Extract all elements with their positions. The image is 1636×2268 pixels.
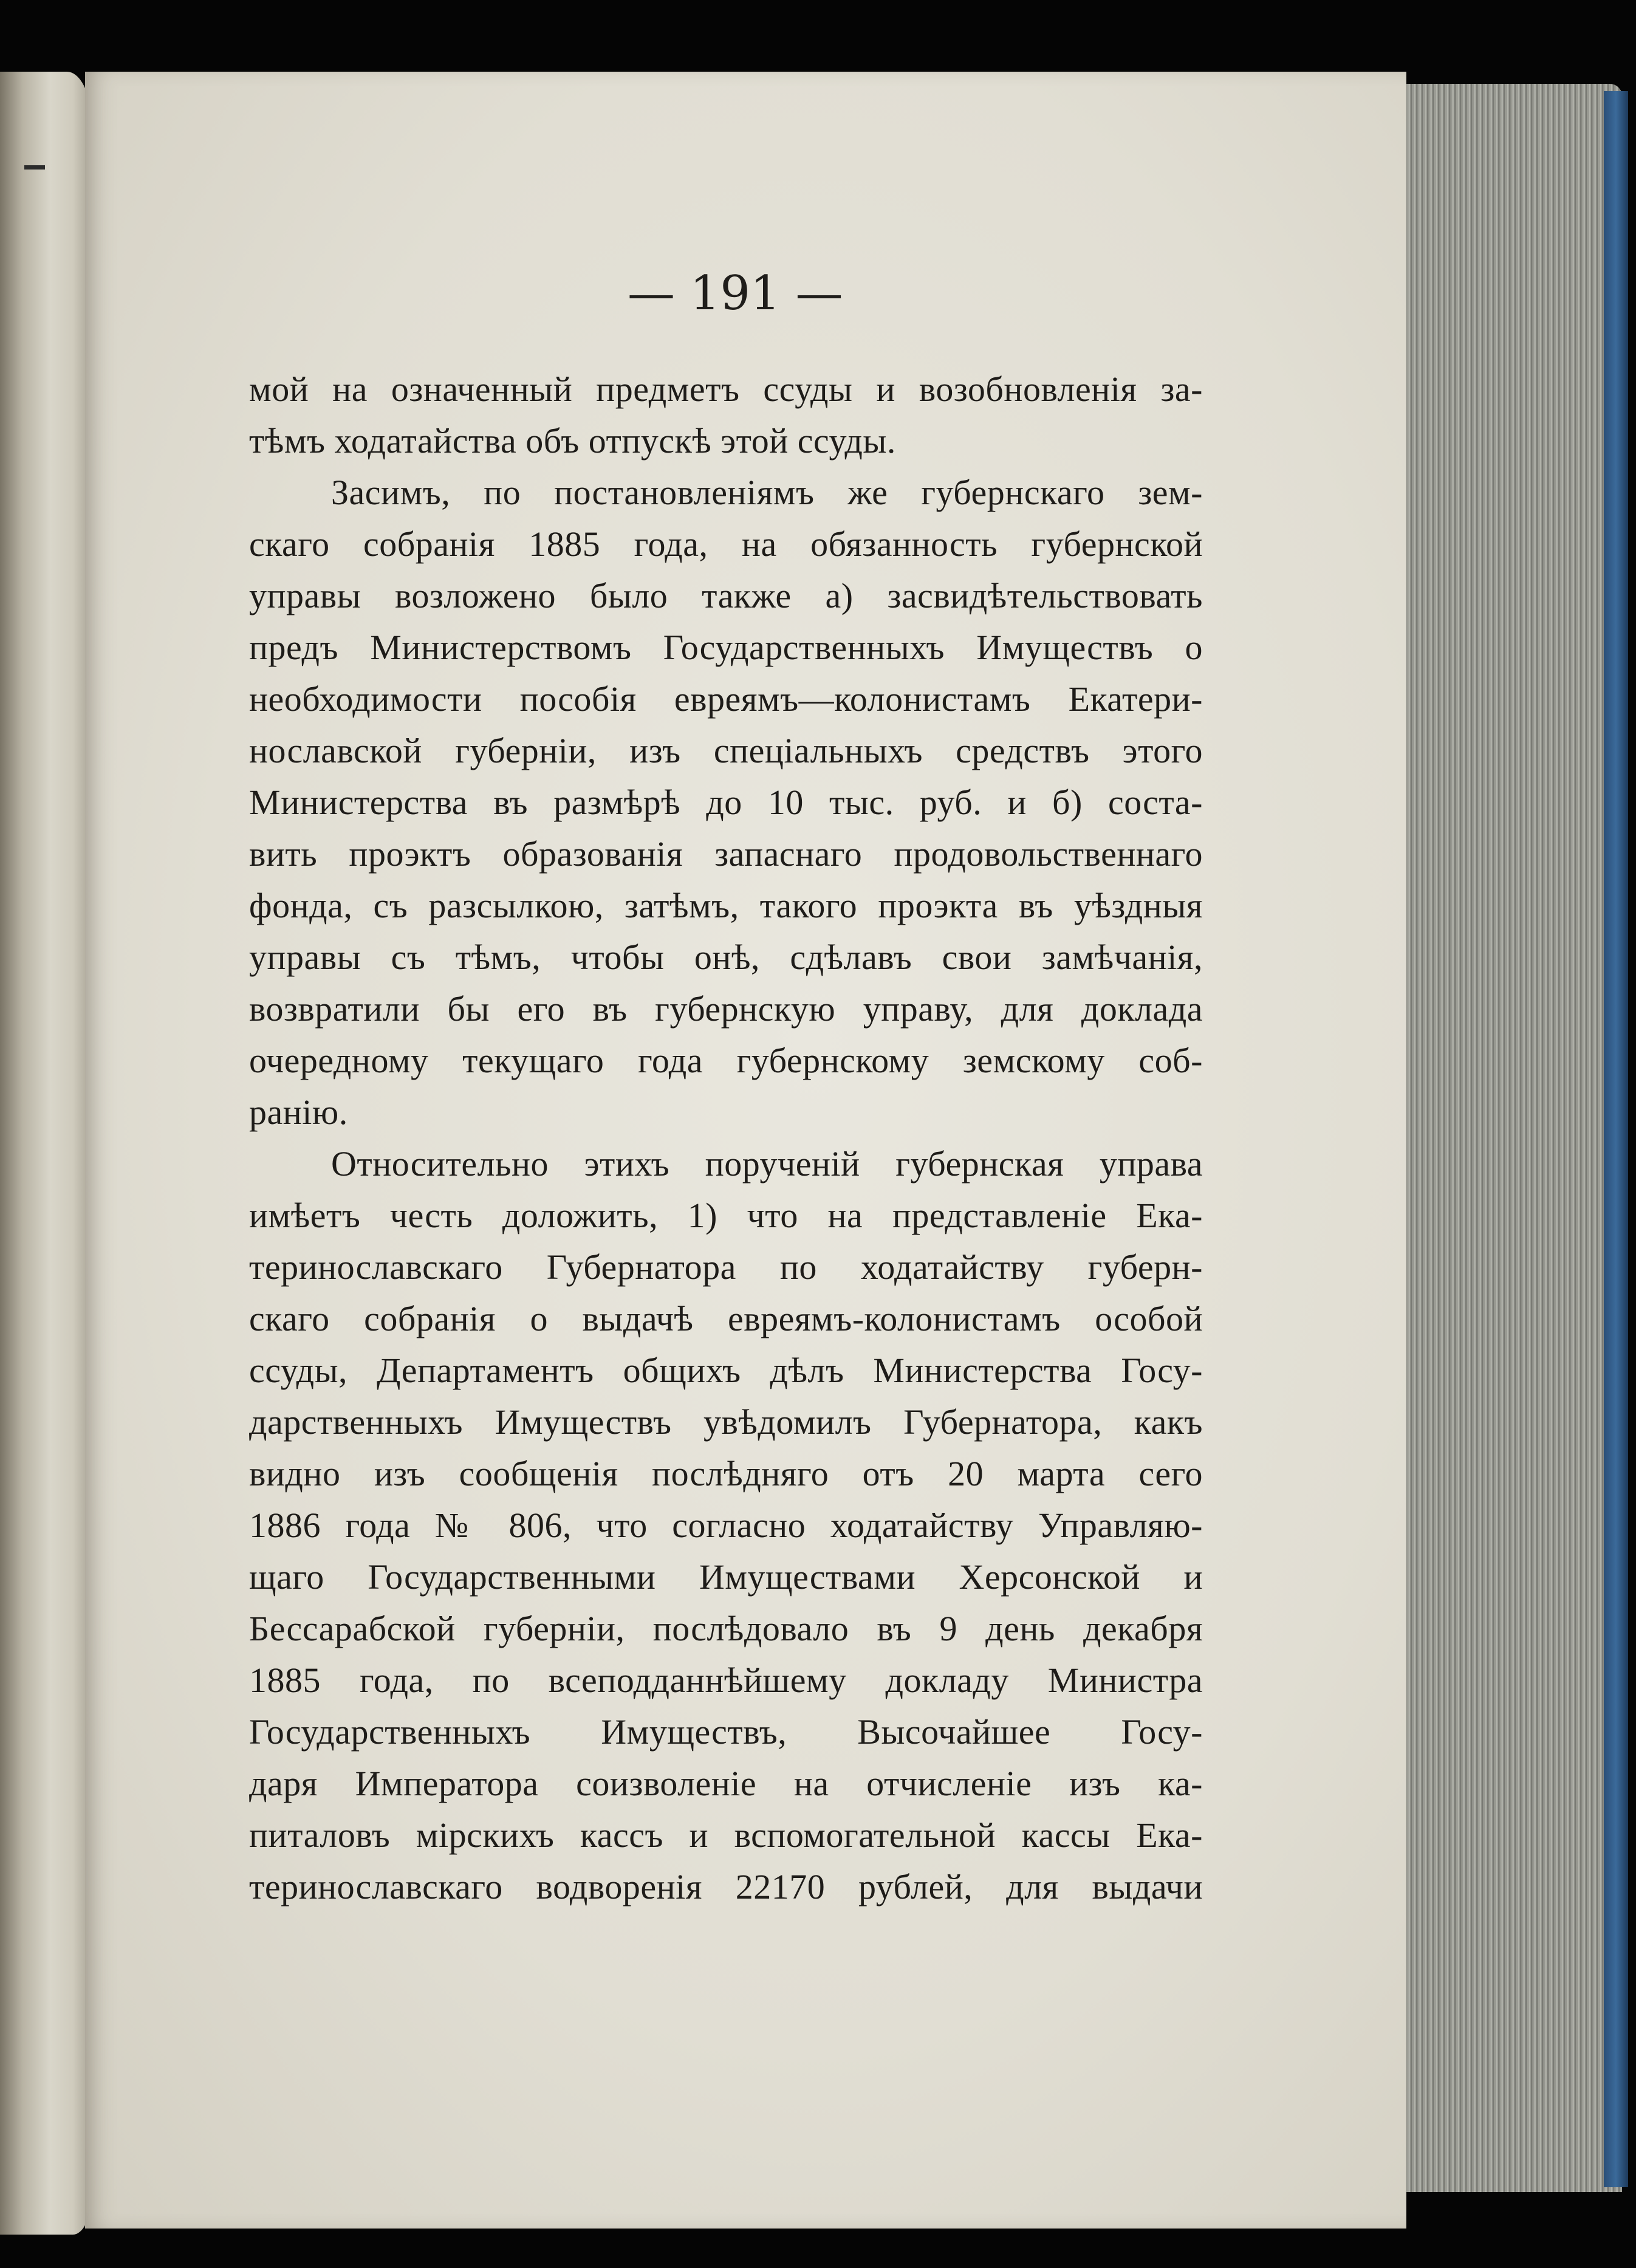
body-text [249,363,1203,1913]
text-line: предъ Министерствомъ Государственныхъ Имуществъ о [249,628,1203,667]
text-line: Бессарабской губерніи, послѣдовало въ 9 день декабря [249,1609,1203,1648]
text-line: 1885 года, по всеподданнѣйшему докладу Министра [249,1660,1203,1700]
previous-page-edge [0,72,91,2235]
text-line: Засимъ, по постановленіямъ же губернскаго зем- [331,473,1203,512]
book-cover-edge [1604,91,1628,2187]
text-line: теринославскаго Губернатора по ходатайству губерн- [249,1247,1203,1287]
margin-mark [24,165,45,170]
text-line: теринославскаго водворенія 22170 рублей, для выдачи [249,1867,1203,1907]
page-number: — 191 — [628,266,843,321]
text-line: питаловъ мірскихъ кассъ и вспомогательной кассы Ека- [249,1815,1203,1855]
text-line: вить проэктъ образованія запаснаго продовольственнаго [249,834,1203,874]
text-line: мой на означенный предметъ ссуды и возобновленія за- [249,369,1203,409]
text-line: Относительно этихъ порученій губернская управа [331,1144,1203,1184]
text-line: Министерства въ размѣрѣ до 10 тыс. руб. и б) соста- [249,783,1203,822]
text-line: управы съ тѣмъ, чтобы онѣ, сдѣлавъ свои замѣчанія, [249,937,1203,977]
text-line: даря Императора соизволеніе на отчисленіе изъ ка- [249,1764,1203,1803]
text-line: фонда, съ разсылкою, затѣмъ, такого проэкта въ уѣздныя [249,886,1203,925]
text-line: 1886 года № 806, что согласно ходатайству Управляю- [249,1506,1203,1545]
text-line: тѣмъ ходатайства объ отпускѣ этой ссуды. [249,421,896,461]
text-line: ссуды, Департаментъ общихъ дѣлъ Министерства Госу- [249,1351,1203,1390]
text-line: щаго Государственными Имуществами Херсонской и [249,1557,1203,1597]
text-line: Государственныхъ Имуществъ, Высочайшее Госу- [249,1712,1203,1752]
text-line: скаго собранія о выдачѣ евреямъ-колонистамъ особой [249,1299,1203,1338]
page-stack-edge [1391,84,1622,2192]
text-line: нославской губерніи, изъ спеціальныхъ средствъ этого [249,731,1203,770]
text-line: управы возложено было также а) засвидѣтельствовать [249,576,1203,615]
text-line: очередному текущаго года губернскому земскому соб- [249,1041,1203,1080]
text-line: необходимости пособія евреямъ—колонистамъ Екатери- [249,679,1203,719]
text-line: дарственныхъ Имуществъ увѣдомилъ Губернатора, какъ [249,1402,1203,1442]
text-line: видно изъ сообщенія послѣдняго отъ 20 марта сего [249,1454,1203,1493]
text-line: ранію. [249,1092,348,1132]
text-line: скаго собранія 1885 года, на обязанность губернской [249,524,1203,564]
text-line: имѣетъ честь доложить, 1) что на представленіе Ека- [249,1196,1203,1235]
text-line: возвратили бы его въ губернскую управу, для доклада [249,989,1203,1029]
